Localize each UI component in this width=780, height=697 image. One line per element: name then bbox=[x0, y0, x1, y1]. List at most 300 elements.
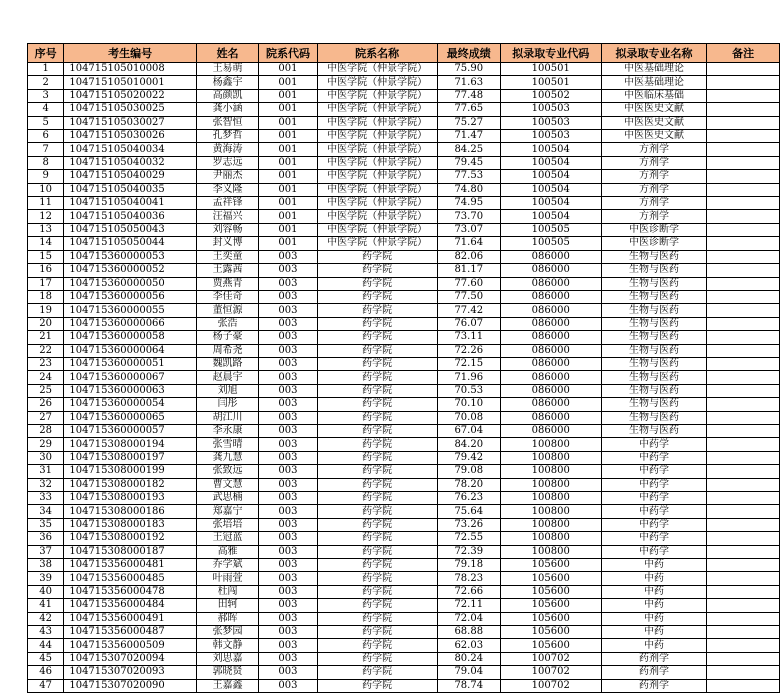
exam-id-cell[interactable]: 104715105040034 bbox=[64, 143, 196, 156]
major-code-cell[interactable]: 105600 bbox=[500, 572, 601, 585]
major-code-cell[interactable]: 100800 bbox=[500, 438, 601, 451]
exam-id-cell[interactable]: 104715307020090 bbox=[64, 679, 196, 692]
exam-id-cell[interactable]: 104715308000197 bbox=[64, 451, 196, 464]
dept-code-cell[interactable]: 001 bbox=[259, 89, 317, 102]
major-name-cell[interactable]: 方剂学 bbox=[601, 197, 707, 210]
major-code-cell[interactable]: 086000 bbox=[500, 277, 601, 290]
major-code-cell[interactable]: 100501 bbox=[500, 63, 601, 76]
index-cell[interactable]: 4 bbox=[28, 103, 64, 116]
remarks-cell[interactable] bbox=[707, 599, 780, 612]
remarks-cell[interactable] bbox=[707, 492, 780, 505]
header-major-name[interactable]: 拟录取专业名称 bbox=[601, 44, 707, 63]
name-cell[interactable]: 王易萌 bbox=[196, 63, 258, 76]
index-cell[interactable]: 47 bbox=[28, 679, 64, 692]
remarks-cell[interactable] bbox=[707, 156, 780, 169]
index-cell[interactable]: 2 bbox=[28, 76, 64, 89]
dept-code-cell[interactable]: 003 bbox=[259, 371, 317, 384]
name-cell[interactable]: 郭晓贤 bbox=[196, 666, 258, 679]
major-name-cell[interactable]: 中药 bbox=[601, 559, 707, 572]
name-cell[interactable]: 汪福兴 bbox=[196, 210, 258, 223]
major-code-cell[interactable]: 086000 bbox=[500, 424, 601, 437]
score-cell[interactable]: 70.08 bbox=[437, 411, 500, 424]
score-cell[interactable]: 76.23 bbox=[437, 492, 500, 505]
dept-name-cell[interactable]: 中医学院（仲景学院） bbox=[317, 103, 437, 116]
index-cell[interactable]: 17 bbox=[28, 277, 64, 290]
dept-code-cell[interactable]: 003 bbox=[259, 384, 317, 397]
major-name-cell[interactable]: 中药学 bbox=[601, 438, 707, 451]
header-dept-code[interactable]: 院系代码 bbox=[259, 44, 317, 63]
score-cell[interactable]: 77.65 bbox=[437, 103, 500, 116]
dept-code-cell[interactable]: 003 bbox=[259, 317, 317, 330]
name-cell[interactable]: 王奕童 bbox=[196, 250, 258, 263]
index-cell[interactable]: 13 bbox=[28, 223, 64, 236]
exam-id-cell[interactable]: 104715360000052 bbox=[64, 264, 196, 277]
dept-code-cell[interactable]: 003 bbox=[259, 277, 317, 290]
major-name-cell[interactable]: 中医医史文献 bbox=[601, 116, 707, 129]
exam-id-cell[interactable]: 104715356000491 bbox=[64, 612, 196, 625]
name-cell[interactable]: 孟祥锋 bbox=[196, 197, 258, 210]
score-cell[interactable]: 84.25 bbox=[437, 143, 500, 156]
name-cell[interactable]: 刘旭 bbox=[196, 384, 258, 397]
dept-name-cell[interactable]: 药学院 bbox=[317, 532, 437, 545]
name-cell[interactable]: 叶雨萱 bbox=[196, 572, 258, 585]
major-code-cell[interactable]: 100504 bbox=[500, 156, 601, 169]
dept-code-cell[interactable]: 001 bbox=[259, 116, 317, 129]
major-name-cell[interactable]: 中医医史文献 bbox=[601, 130, 707, 143]
index-cell[interactable]: 30 bbox=[28, 451, 64, 464]
dept-code-cell[interactable]: 001 bbox=[259, 130, 317, 143]
score-cell[interactable]: 79.42 bbox=[437, 451, 500, 464]
score-cell[interactable]: 79.08 bbox=[437, 465, 500, 478]
name-cell[interactable]: 魏凯路 bbox=[196, 357, 258, 370]
major-name-cell[interactable]: 方剂学 bbox=[601, 170, 707, 183]
index-cell[interactable]: 45 bbox=[28, 652, 64, 665]
dept-code-cell[interactable]: 001 bbox=[259, 170, 317, 183]
header-dept-name[interactable]: 院系名称 bbox=[317, 44, 437, 63]
major-name-cell[interactable]: 生物与医药 bbox=[601, 290, 707, 303]
dept-code-cell[interactable]: 003 bbox=[259, 639, 317, 652]
remarks-cell[interactable] bbox=[707, 411, 780, 424]
name-cell[interactable]: 张培培 bbox=[196, 518, 258, 531]
header-name[interactable]: 姓名 bbox=[196, 44, 258, 63]
exam-id-cell[interactable]: 104715105040036 bbox=[64, 210, 196, 223]
dept-code-cell[interactable]: 003 bbox=[259, 331, 317, 344]
major-code-cell[interactable]: 100504 bbox=[500, 197, 601, 210]
index-cell[interactable]: 7 bbox=[28, 143, 64, 156]
major-code-cell[interactable]: 100702 bbox=[500, 679, 601, 692]
exam-id-cell[interactable]: 104715356000478 bbox=[64, 585, 196, 598]
score-cell[interactable]: 82.06 bbox=[437, 250, 500, 263]
major-code-cell[interactable]: 100702 bbox=[500, 666, 601, 679]
index-cell[interactable]: 27 bbox=[28, 411, 64, 424]
remarks-cell[interactable] bbox=[707, 183, 780, 196]
dept-name-cell[interactable]: 药学院 bbox=[317, 398, 437, 411]
dept-code-cell[interactable]: 003 bbox=[259, 478, 317, 491]
score-cell[interactable]: 78.74 bbox=[437, 679, 500, 692]
name-cell[interactable]: 刘思嘉 bbox=[196, 652, 258, 665]
score-cell[interactable]: 77.42 bbox=[437, 304, 500, 317]
remarks-cell[interactable] bbox=[707, 116, 780, 129]
name-cell[interactable]: 董恒源 bbox=[196, 304, 258, 317]
dept-code-cell[interactable]: 003 bbox=[259, 572, 317, 585]
major-name-cell[interactable]: 药剂学 bbox=[601, 666, 707, 679]
major-code-cell[interactable]: 105600 bbox=[500, 599, 601, 612]
index-cell[interactable]: 39 bbox=[28, 572, 64, 585]
remarks-cell[interactable] bbox=[707, 304, 780, 317]
major-name-cell[interactable]: 生物与医药 bbox=[601, 384, 707, 397]
major-name-cell[interactable]: 药剂学 bbox=[601, 679, 707, 692]
name-cell[interactable]: 胡江川 bbox=[196, 411, 258, 424]
score-cell[interactable]: 72.66 bbox=[437, 585, 500, 598]
name-cell[interactable]: 黄海涛 bbox=[196, 143, 258, 156]
index-cell[interactable]: 11 bbox=[28, 197, 64, 210]
remarks-cell[interactable] bbox=[707, 438, 780, 451]
major-code-cell[interactable]: 086000 bbox=[500, 250, 601, 263]
dept-name-cell[interactable]: 药学院 bbox=[317, 545, 437, 558]
index-cell[interactable]: 8 bbox=[28, 156, 64, 169]
exam-id-cell[interactable]: 104715105020022 bbox=[64, 89, 196, 102]
major-code-cell[interactable]: 100800 bbox=[500, 505, 601, 518]
dept-name-cell[interactable]: 药学院 bbox=[317, 666, 437, 679]
dept-name-cell[interactable]: 药学院 bbox=[317, 451, 437, 464]
dept-code-cell[interactable]: 003 bbox=[259, 612, 317, 625]
score-cell[interactable]: 79.18 bbox=[437, 559, 500, 572]
dept-name-cell[interactable]: 中医学院（仲景学院） bbox=[317, 156, 437, 169]
index-cell[interactable]: 21 bbox=[28, 331, 64, 344]
name-cell[interactable]: 张智恒 bbox=[196, 116, 258, 129]
name-cell[interactable]: 闫彤 bbox=[196, 398, 258, 411]
dept-code-cell[interactable]: 001 bbox=[259, 156, 317, 169]
dept-name-cell[interactable]: 药学院 bbox=[317, 438, 437, 451]
major-name-cell[interactable]: 中药学 bbox=[601, 478, 707, 491]
index-cell[interactable]: 22 bbox=[28, 344, 64, 357]
major-name-cell[interactable]: 中药学 bbox=[601, 492, 707, 505]
remarks-cell[interactable] bbox=[707, 130, 780, 143]
remarks-cell[interactable] bbox=[707, 559, 780, 572]
exam-id-cell[interactable]: 104715105030026 bbox=[64, 130, 196, 143]
score-cell[interactable]: 74.95 bbox=[437, 197, 500, 210]
score-cell[interactable]: 70.10 bbox=[437, 398, 500, 411]
dept-name-cell[interactable]: 中医学院（仲景学院） bbox=[317, 183, 437, 196]
name-cell[interactable]: 王嘉鑫 bbox=[196, 679, 258, 692]
score-cell[interactable]: 72.26 bbox=[437, 344, 500, 357]
name-cell[interactable]: 周希尧 bbox=[196, 344, 258, 357]
index-cell[interactable]: 41 bbox=[28, 599, 64, 612]
remarks-cell[interactable] bbox=[707, 384, 780, 397]
major-code-cell[interactable]: 100505 bbox=[500, 223, 601, 236]
major-code-cell[interactable]: 086000 bbox=[500, 344, 601, 357]
dept-code-cell[interactable]: 003 bbox=[259, 626, 317, 639]
remarks-cell[interactable] bbox=[707, 478, 780, 491]
dept-name-cell[interactable]: 药学院 bbox=[317, 357, 437, 370]
major-code-cell[interactable]: 100504 bbox=[500, 183, 601, 196]
major-code-cell[interactable]: 100800 bbox=[500, 545, 601, 558]
remarks-cell[interactable] bbox=[707, 277, 780, 290]
score-cell[interactable]: 80.24 bbox=[437, 652, 500, 665]
name-cell[interactable]: 张浩 bbox=[196, 317, 258, 330]
score-cell[interactable]: 77.48 bbox=[437, 89, 500, 102]
score-cell[interactable]: 72.55 bbox=[437, 532, 500, 545]
major-code-cell[interactable]: 100504 bbox=[500, 170, 601, 183]
name-cell[interactable]: 龚九慧 bbox=[196, 451, 258, 464]
major-code-cell[interactable]: 086000 bbox=[500, 264, 601, 277]
dept-name-cell[interactable]: 药学院 bbox=[317, 250, 437, 263]
dept-name-cell[interactable]: 药学院 bbox=[317, 411, 437, 424]
name-cell[interactable]: 赵晨宇 bbox=[196, 371, 258, 384]
remarks-cell[interactable] bbox=[707, 612, 780, 625]
name-cell[interactable]: 龚小涵 bbox=[196, 103, 258, 116]
name-cell[interactable]: 武思楠 bbox=[196, 492, 258, 505]
header-final-score[interactable]: 最终成绩 bbox=[437, 44, 500, 63]
remarks-cell[interactable] bbox=[707, 237, 780, 250]
score-cell[interactable]: 73.07 bbox=[437, 223, 500, 236]
major-name-cell[interactable]: 生物与医药 bbox=[601, 344, 707, 357]
dept-code-cell[interactable]: 001 bbox=[259, 210, 317, 223]
major-code-cell[interactable]: 100702 bbox=[500, 652, 601, 665]
name-cell[interactable]: 曹文慧 bbox=[196, 478, 258, 491]
dept-name-cell[interactable]: 药学院 bbox=[317, 679, 437, 692]
major-name-cell[interactable]: 中医临床基础 bbox=[601, 89, 707, 102]
major-code-cell[interactable]: 100800 bbox=[500, 451, 601, 464]
exam-id-cell[interactable]: 104715105050043 bbox=[64, 223, 196, 236]
major-code-cell[interactable]: 100800 bbox=[500, 478, 601, 491]
index-cell[interactable]: 29 bbox=[28, 438, 64, 451]
remarks-cell[interactable] bbox=[707, 518, 780, 531]
major-name-cell[interactable]: 中药 bbox=[601, 626, 707, 639]
exam-id-cell[interactable]: 104715308000199 bbox=[64, 465, 196, 478]
name-cell[interactable]: 高颜凯 bbox=[196, 89, 258, 102]
exam-id-cell[interactable]: 104715360000051 bbox=[64, 357, 196, 370]
remarks-cell[interactable] bbox=[707, 344, 780, 357]
exam-id-cell[interactable]: 104715105040035 bbox=[64, 183, 196, 196]
index-cell[interactable]: 5 bbox=[28, 116, 64, 129]
dept-code-cell[interactable]: 003 bbox=[259, 545, 317, 558]
exam-id-cell[interactable]: 104715356000509 bbox=[64, 639, 196, 652]
exam-id-cell[interactable]: 104715360000065 bbox=[64, 411, 196, 424]
major-name-cell[interactable]: 药剂学 bbox=[601, 652, 707, 665]
dept-name-cell[interactable]: 药学院 bbox=[317, 277, 437, 290]
dept-code-cell[interactable]: 003 bbox=[259, 585, 317, 598]
exam-id-cell[interactable]: 104715307020093 bbox=[64, 666, 196, 679]
exam-id-cell[interactable]: 104715308000194 bbox=[64, 438, 196, 451]
exam-id-cell[interactable]: 104715360000055 bbox=[64, 304, 196, 317]
exam-id-cell[interactable]: 104715360000050 bbox=[64, 277, 196, 290]
name-cell[interactable]: 李永康 bbox=[196, 424, 258, 437]
index-cell[interactable]: 19 bbox=[28, 304, 64, 317]
score-cell[interactable]: 73.70 bbox=[437, 210, 500, 223]
remarks-cell[interactable] bbox=[707, 210, 780, 223]
remarks-cell[interactable] bbox=[707, 505, 780, 518]
score-cell[interactable]: 72.39 bbox=[437, 545, 500, 558]
name-cell[interactable]: 张雪晴 bbox=[196, 438, 258, 451]
exam-id-cell[interactable]: 104715308000183 bbox=[64, 518, 196, 531]
score-cell[interactable]: 71.96 bbox=[437, 371, 500, 384]
dept-code-cell[interactable]: 003 bbox=[259, 666, 317, 679]
score-cell[interactable]: 76.07 bbox=[437, 317, 500, 330]
index-cell[interactable]: 43 bbox=[28, 626, 64, 639]
score-cell[interactable]: 79.04 bbox=[437, 666, 500, 679]
name-cell[interactable]: 罗志远 bbox=[196, 156, 258, 169]
major-name-cell[interactable]: 中药 bbox=[601, 612, 707, 625]
index-cell[interactable]: 40 bbox=[28, 585, 64, 598]
index-cell[interactable]: 28 bbox=[28, 424, 64, 437]
dept-name-cell[interactable]: 药学院 bbox=[317, 585, 437, 598]
remarks-cell[interactable] bbox=[707, 317, 780, 330]
remarks-cell[interactable] bbox=[707, 89, 780, 102]
major-name-cell[interactable]: 中药 bbox=[601, 639, 707, 652]
name-cell[interactable]: 郝晖 bbox=[196, 612, 258, 625]
dept-name-cell[interactable]: 药学院 bbox=[317, 626, 437, 639]
remarks-cell[interactable] bbox=[707, 197, 780, 210]
major-code-cell[interactable]: 086000 bbox=[500, 290, 601, 303]
header-remarks[interactable]: 备注 bbox=[707, 44, 780, 63]
dept-name-cell[interactable]: 药学院 bbox=[317, 371, 437, 384]
name-cell[interactable]: 张致远 bbox=[196, 465, 258, 478]
dept-code-cell[interactable]: 003 bbox=[259, 290, 317, 303]
dept-name-cell[interactable]: 药学院 bbox=[317, 317, 437, 330]
major-code-cell[interactable]: 100800 bbox=[500, 532, 601, 545]
dept-name-cell[interactable]: 药学院 bbox=[317, 424, 437, 437]
dept-code-cell[interactable]: 003 bbox=[259, 304, 317, 317]
index-cell[interactable]: 34 bbox=[28, 505, 64, 518]
dept-code-cell[interactable]: 003 bbox=[259, 344, 317, 357]
name-cell[interactable]: 乔学斌 bbox=[196, 559, 258, 572]
header-exam-id[interactable]: 考生编号 bbox=[64, 44, 196, 63]
major-name-cell[interactable]: 中医诊断学 bbox=[601, 237, 707, 250]
major-name-cell[interactable]: 生物与医药 bbox=[601, 411, 707, 424]
index-cell[interactable]: 26 bbox=[28, 398, 64, 411]
major-name-cell[interactable]: 中药 bbox=[601, 585, 707, 598]
exam-id-cell[interactable]: 104715105010001 bbox=[64, 76, 196, 89]
score-cell[interactable]: 68.88 bbox=[437, 626, 500, 639]
dept-name-cell[interactable]: 药学院 bbox=[317, 505, 437, 518]
dept-name-cell[interactable]: 药学院 bbox=[317, 559, 437, 572]
score-cell[interactable]: 81.17 bbox=[437, 264, 500, 277]
major-name-cell[interactable]: 方剂学 bbox=[601, 183, 707, 196]
major-code-cell[interactable]: 100503 bbox=[500, 103, 601, 116]
index-cell[interactable]: 10 bbox=[28, 183, 64, 196]
dept-code-cell[interactable]: 003 bbox=[259, 438, 317, 451]
dept-code-cell[interactable]: 003 bbox=[259, 424, 317, 437]
major-code-cell[interactable]: 100505 bbox=[500, 237, 601, 250]
name-cell[interactable]: 李佳奇 bbox=[196, 290, 258, 303]
major-code-cell[interactable]: 100502 bbox=[500, 89, 601, 102]
dept-name-cell[interactable]: 药学院 bbox=[317, 572, 437, 585]
remarks-cell[interactable] bbox=[707, 250, 780, 263]
remarks-cell[interactable] bbox=[707, 585, 780, 598]
index-cell[interactable]: 20 bbox=[28, 317, 64, 330]
dept-name-cell[interactable]: 中医学院（仲景学院） bbox=[317, 130, 437, 143]
dept-code-cell[interactable]: 001 bbox=[259, 143, 317, 156]
score-cell[interactable]: 62.03 bbox=[437, 639, 500, 652]
dept-name-cell[interactable]: 中医学院（仲景学院） bbox=[317, 63, 437, 76]
remarks-cell[interactable] bbox=[707, 545, 780, 558]
index-cell[interactable]: 42 bbox=[28, 612, 64, 625]
dept-code-cell[interactable]: 003 bbox=[259, 398, 317, 411]
major-code-cell[interactable]: 086000 bbox=[500, 411, 601, 424]
remarks-cell[interactable] bbox=[707, 264, 780, 277]
major-code-cell[interactable]: 100503 bbox=[500, 130, 601, 143]
dept-name-cell[interactable]: 药学院 bbox=[317, 304, 437, 317]
name-cell[interactable]: 郑嘉宁 bbox=[196, 505, 258, 518]
major-code-cell[interactable]: 100504 bbox=[500, 210, 601, 223]
dept-code-cell[interactable]: 001 bbox=[259, 103, 317, 116]
major-name-cell[interactable]: 中医基础理论 bbox=[601, 76, 707, 89]
major-code-cell[interactable]: 100503 bbox=[500, 116, 601, 129]
major-code-cell[interactable]: 105600 bbox=[500, 559, 601, 572]
remarks-cell[interactable] bbox=[707, 666, 780, 679]
dept-code-cell[interactable]: 003 bbox=[259, 505, 317, 518]
dept-code-cell[interactable]: 003 bbox=[259, 652, 317, 665]
exam-id-cell[interactable]: 104715360000066 bbox=[64, 317, 196, 330]
major-name-cell[interactable]: 中药学 bbox=[601, 505, 707, 518]
name-cell[interactable]: 王露茜 bbox=[196, 264, 258, 277]
dept-name-cell[interactable]: 药学院 bbox=[317, 518, 437, 531]
dept-code-cell[interactable]: 001 bbox=[259, 63, 317, 76]
major-code-cell[interactable]: 100504 bbox=[500, 143, 601, 156]
exam-id-cell[interactable]: 104715360000056 bbox=[64, 290, 196, 303]
score-cell[interactable]: 75.64 bbox=[437, 505, 500, 518]
name-cell[interactable]: 李义隆 bbox=[196, 183, 258, 196]
exam-id-cell[interactable]: 104715308000187 bbox=[64, 545, 196, 558]
name-cell[interactable]: 杨子豪 bbox=[196, 331, 258, 344]
exam-id-cell[interactable]: 104715360000054 bbox=[64, 398, 196, 411]
exam-id-cell[interactable]: 104715307020094 bbox=[64, 652, 196, 665]
dept-code-cell[interactable]: 003 bbox=[259, 357, 317, 370]
exam-id-cell[interactable]: 104715360000067 bbox=[64, 371, 196, 384]
exam-id-cell[interactable]: 104715105040032 bbox=[64, 156, 196, 169]
dept-code-cell[interactable]: 001 bbox=[259, 237, 317, 250]
dept-code-cell[interactable]: 003 bbox=[259, 451, 317, 464]
header-index[interactable]: 序号 bbox=[28, 44, 64, 63]
index-cell[interactable]: 14 bbox=[28, 237, 64, 250]
dept-name-cell[interactable]: 药学院 bbox=[317, 612, 437, 625]
index-cell[interactable]: 24 bbox=[28, 371, 64, 384]
exam-id-cell[interactable]: 104715308000186 bbox=[64, 505, 196, 518]
major-code-cell[interactable]: 086000 bbox=[500, 398, 601, 411]
exam-id-cell[interactable]: 104715356000481 bbox=[64, 559, 196, 572]
major-name-cell[interactable]: 生物与医药 bbox=[601, 277, 707, 290]
major-name-cell[interactable]: 方剂学 bbox=[601, 143, 707, 156]
remarks-cell[interactable] bbox=[707, 371, 780, 384]
remarks-cell[interactable] bbox=[707, 63, 780, 76]
index-cell[interactable]: 18 bbox=[28, 290, 64, 303]
remarks-cell[interactable] bbox=[707, 572, 780, 585]
exam-id-cell[interactable]: 104715105050044 bbox=[64, 237, 196, 250]
index-cell[interactable]: 6 bbox=[28, 130, 64, 143]
major-name-cell[interactable]: 生物与医药 bbox=[601, 331, 707, 344]
index-cell[interactable]: 12 bbox=[28, 210, 64, 223]
remarks-cell[interactable] bbox=[707, 532, 780, 545]
dept-name-cell[interactable]: 中医学院（仲景学院） bbox=[317, 170, 437, 183]
score-cell[interactable]: 73.26 bbox=[437, 518, 500, 531]
dept-name-cell[interactable]: 药学院 bbox=[317, 331, 437, 344]
index-cell[interactable]: 16 bbox=[28, 264, 64, 277]
index-cell[interactable]: 33 bbox=[28, 492, 64, 505]
score-cell[interactable]: 72.04 bbox=[437, 612, 500, 625]
remarks-cell[interactable] bbox=[707, 76, 780, 89]
score-cell[interactable]: 71.47 bbox=[437, 130, 500, 143]
name-cell[interactable]: 张梦园 bbox=[196, 626, 258, 639]
dept-name-cell[interactable]: 药学院 bbox=[317, 492, 437, 505]
name-cell[interactable]: 刘容畅 bbox=[196, 223, 258, 236]
major-name-cell[interactable]: 中药学 bbox=[601, 532, 707, 545]
index-cell[interactable]: 46 bbox=[28, 666, 64, 679]
remarks-cell[interactable] bbox=[707, 626, 780, 639]
major-code-cell[interactable]: 105600 bbox=[500, 585, 601, 598]
score-cell[interactable]: 77.60 bbox=[437, 277, 500, 290]
major-name-cell[interactable]: 方剂学 bbox=[601, 156, 707, 169]
